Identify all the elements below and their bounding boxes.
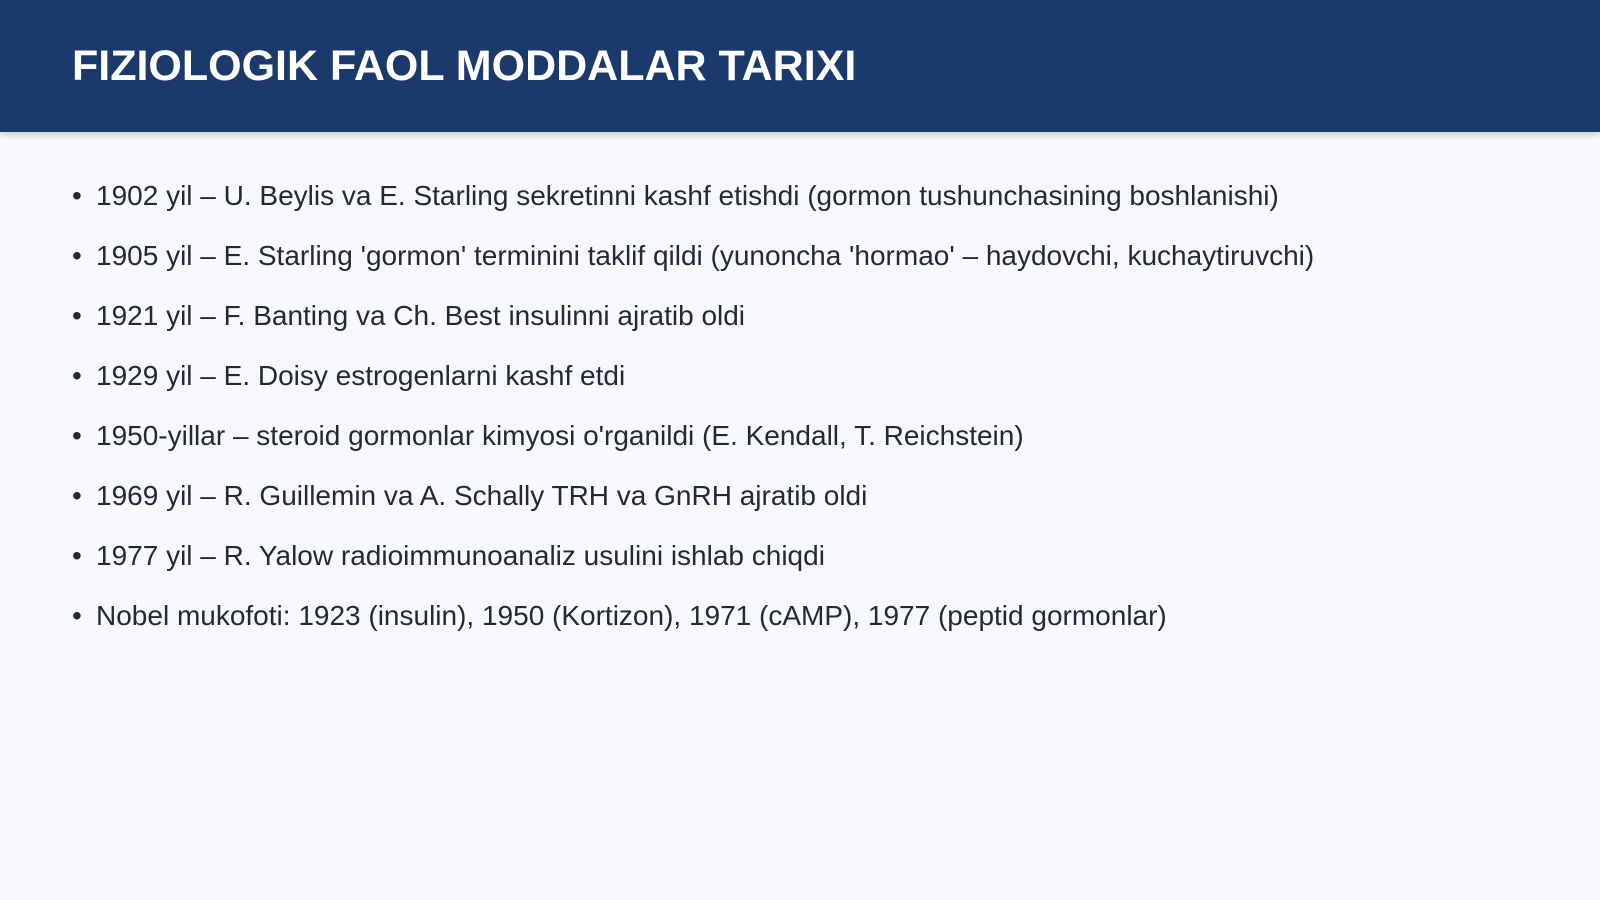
bullet-text: 1902 yil – U. Beylis va E. Starling sekretinni kashf etishdi (gormon tushunchasining boshlanishi) — [96, 180, 1279, 211]
bullet-icon: • — [72, 300, 82, 331]
bullet-icon: • — [72, 480, 82, 511]
bullet-icon: • — [72, 600, 82, 631]
bullet-icon: • — [72, 540, 82, 571]
bullet-item — [72, 410, 1552, 470]
bullet-icon: • — [72, 420, 82, 451]
bullet-item — [72, 230, 1552, 290]
bullet-text: Nobel mukofoti: 1923 (insulin), 1950 (Kortizon), 1971 (cAMP), 1977 (peptid gormonlar) — [96, 600, 1167, 631]
bullet-item — [72, 170, 1552, 230]
slide-title: FIZIOLOGIK FAOL MODDALAR TARIXI — [72, 42, 857, 90]
bullet-item — [72, 350, 1552, 410]
bullet-text: 1929 yil – E. Doisy estrogenlarni kashf etdi — [96, 360, 626, 391]
slide-header — [0, 0, 1600, 132]
bullet-text: 1950-yillar – steroid gormonlar kimyosi o'rganildi (E. Kendall, T. Reichstein) — [96, 420, 1024, 451]
bullet-text: 1921 yil – F. Banting va Ch. Best insulinni ajratib oldi — [96, 300, 746, 331]
bullet-text: 1905 yil – E. Starling 'gormon' terminini taklif qildi (yunoncha 'hormao' – haydovchi, kuchaytiruvchi) — [96, 240, 1315, 271]
bullet-item — [72, 530, 1552, 590]
bullet-text: 1969 yil – R. Guillemin va A. Schally TRH va GnRH ajratib oldi — [96, 480, 868, 511]
bullet-list — [72, 170, 1552, 650]
bullet-item — [72, 290, 1552, 350]
bullet-icon: • — [72, 180, 82, 211]
bullet-text: 1977 yil – R. Yalow radioimmunoanaliz usulini ishlab chiqdi — [96, 540, 825, 571]
bullet-item — [72, 470, 1552, 530]
bullet-icon: • — [72, 360, 82, 391]
bullet-item — [72, 590, 1552, 650]
bullet-icon: • — [72, 240, 82, 271]
